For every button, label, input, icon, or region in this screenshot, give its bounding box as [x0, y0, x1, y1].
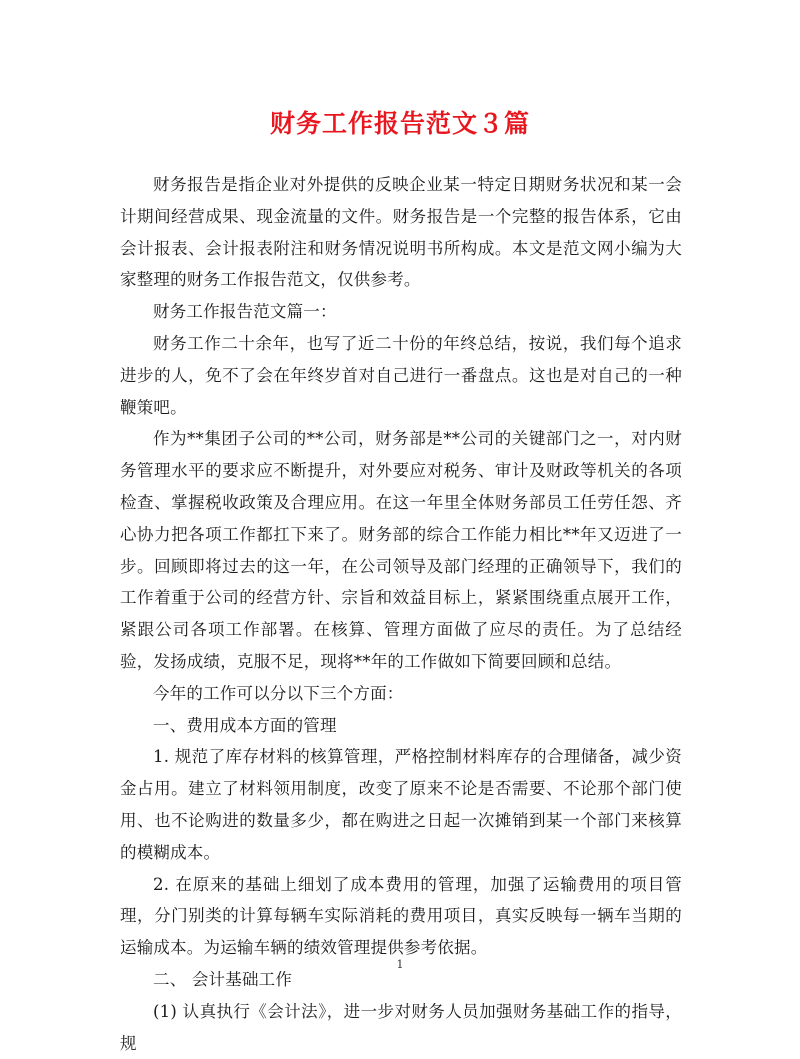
paragraph-subheading: 二、 会计基础工作 [153, 969, 293, 989]
paragraph-list-item: (1) 认真执行《会计法》，进一步对财务人员加强财务基础工作的指导，规 [120, 1001, 682, 1053]
paragraph-list-item: 2. 在原来的基础上细划了成本费用的管理，加强了运输费用的项目管理，分门别类的计算每辆车实际消耗的费用项目，真实反映每一辆车当期的运输成本。为运输车辆的绩效管理提供参考依据。 [120, 874, 682, 958]
paragraph: 作为**集团子公司的**公司，财务部是**公司的关键部门之一，对内财务管理水平的要求应不断提升，对外要应对税务、审计及财政等机关的各项检查、掌握税收政策及合理应用。在这一年里全体财务部员工任劳任怨、齐心协力把各项工作都扛下来了。财务部的综合工作能力相比**年又迈进了一步。回顾即将过去的这一年，在公司领导及部门经理的正确领导下，我们的工作着重于公司的经营方针、宗旨和效益目标上，紧紧围绕重点展开工作，紧跟公司各项工作部署。在核算、管理方面做了应尽的责任。为了总结经验，发扬成绩，克服不足，现将**年的工作做如下简要回顾和总结。 [120, 429, 682, 671]
page-title: 财务工作报告范文３篇 [269, 109, 530, 138]
paragraph: 今年的工作可以分以下三个方面： [153, 683, 404, 703]
paragraph-section-heading: 财务工作报告范文篇一： [153, 302, 337, 322]
document-body [120, 169, 682, 1059]
paragraph: 财务工作二十余年，也写了近二十份的年终总结，按说，我们每个追求进步的人，免不了会在年终岁首对自己进行一番盘点。这也是对自己的一种鞭策吧。 [120, 333, 682, 417]
paragraph-intro: 财务报告是指企业对外提供的反映企业某一特定日期财务状况和某一会计期间经营成果、现金流量的文件。财务报告是一个完整的报告体系，它由会计报表、会计报表附注和财务情况说明书所构成。本文是范文网小编为大家整理的财务工作报告范文，仅供参考。 [120, 175, 682, 290]
paragraph-subheading: 一、费用成本方面的管理 [153, 715, 337, 735]
paragraph-list-item: 1. 规范了库存材料的核算管理，严格控制材料库存的合理储备，减少资金占用。建立了材料领用制度，改变了原来不论是否需要、不论那个部门使用、也不论购进的数量多少，都在购进之日起一次摊销到某一个部门来核算的模糊成本。 [120, 747, 682, 862]
page-number: 1 [396, 958, 404, 971]
